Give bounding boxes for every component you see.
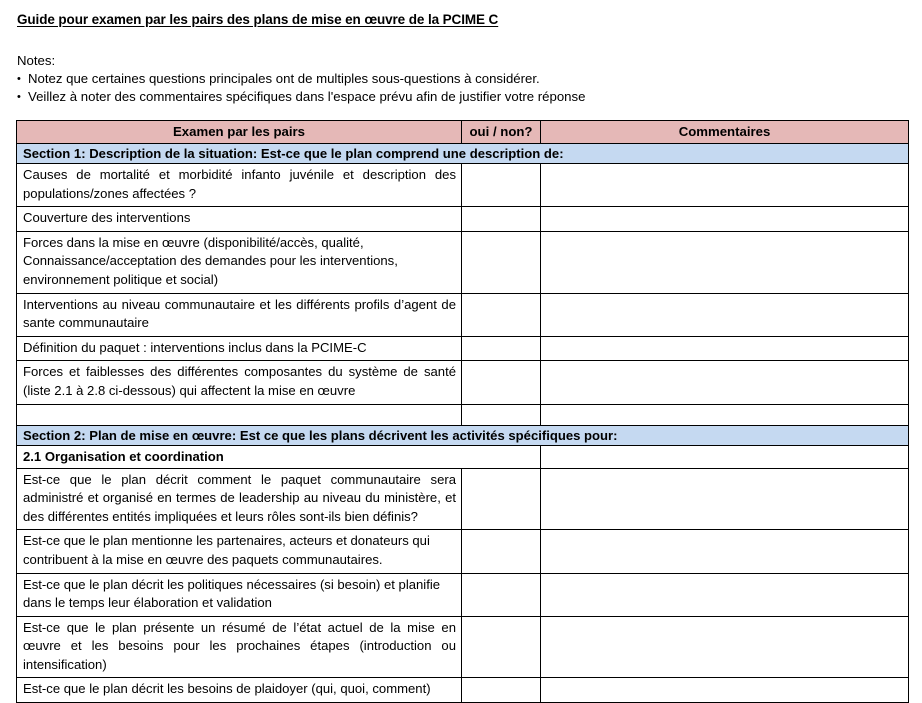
table-row <box>17 336 909 361</box>
table-row <box>17 468 909 530</box>
note-item <box>17 70 585 88</box>
column-header-question: Examen par les pairs <box>17 121 462 144</box>
bullet-icon: • <box>17 91 21 103</box>
question-text: Est-ce que le plan présente un résumé de l’état actuel de la mise en œuvre et les besoins pour les prochaines étapes (introduction ou intensification) <box>23 619 456 672</box>
comments-value <box>541 405 908 410</box>
yesno-value <box>462 469 540 474</box>
comments-cell[interactable] <box>541 164 909 207</box>
table-row <box>17 678 909 703</box>
yesno-value <box>462 294 540 299</box>
table-row <box>17 530 909 573</box>
table-row <box>17 231 909 293</box>
comments-value <box>541 574 908 579</box>
question-text: Forces et faiblesses des différentes composantes du système de santé (liste 2.1 à 2.8 ci-dessous) qui affectent la mise en œuvre <box>23 364 456 398</box>
notes-block <box>17 52 585 106</box>
column-header-yesno: oui / non? <box>462 121 541 144</box>
question-cell <box>17 573 462 616</box>
yesno-value <box>462 678 540 683</box>
table-row <box>17 207 909 232</box>
question-text: Est-ce que le plan décrit les besoins de plaidoyer (qui, quoi, comment) <box>23 681 431 697</box>
yesno-value <box>462 405 540 410</box>
yesno-cell[interactable] <box>462 616 541 678</box>
note-item-text: Veillez à noter des commentaires spécifiques dans l'espace prévu afin de justifier votre réponse <box>28 89 586 104</box>
comments-value <box>541 232 908 237</box>
yesno-value <box>462 574 540 579</box>
question-cell <box>17 336 462 361</box>
yesno-cell[interactable] <box>462 231 541 293</box>
question-text: Définition du paquet : interventions inclus dans la PCIME-C <box>23 339 367 355</box>
question-text: Est-ce que le plan décrit les politiques nécessaires (si besoin) et planifie dans le temps leur élaboration et validation <box>23 576 441 611</box>
comments-value <box>541 530 908 535</box>
question-cell <box>17 207 462 232</box>
section-header-cell <box>17 425 909 445</box>
yesno-cell[interactable] <box>462 404 541 425</box>
section-header-cell <box>17 144 909 164</box>
section-header-label: Section 1: Description de la situation: Est-ce que le plan comprend une description de: <box>23 146 564 161</box>
question-cell <box>17 231 462 293</box>
yesno-value <box>462 337 540 342</box>
comments-value <box>541 207 908 212</box>
comments-cell[interactable] <box>541 678 909 703</box>
question-cell <box>17 404 462 425</box>
yesno-cell[interactable] <box>462 468 541 530</box>
yesno-cell[interactable] <box>462 164 541 207</box>
page-title: Guide pour examen par les pairs des plans de mise en œuvre de la PCIME C <box>17 12 499 27</box>
table-row <box>17 361 909 404</box>
question-cell <box>17 293 462 336</box>
yesno-value <box>462 207 540 212</box>
question-cell <box>17 530 462 573</box>
subsection-label: 2.1 Organisation et coordination <box>23 448 224 464</box>
yesno-cell[interactable] <box>462 207 541 232</box>
yesno-value <box>462 361 540 366</box>
table-row-blank <box>17 404 909 425</box>
question-cell <box>17 361 462 404</box>
yesno-cell[interactable] <box>462 678 541 703</box>
comments-cell[interactable] <box>541 530 909 573</box>
section-header-label: Section 2: Plan de mise en œuvre: Est ce que les plans décrivent les activités spécifiques pour: <box>23 427 618 443</box>
note-item-text: Notez que certaines questions principales ont de multiples sous-questions à considérer. <box>28 71 540 86</box>
comments-cell[interactable] <box>541 616 909 678</box>
subsection-header-row <box>17 445 909 468</box>
question-cell <box>17 616 462 678</box>
comments-value <box>541 361 908 366</box>
table-row <box>17 573 909 616</box>
subsection-label-cell <box>17 445 541 468</box>
table-row <box>17 293 909 336</box>
bullet-icon: • <box>17 73 21 85</box>
table-header-row <box>17 121 909 144</box>
comments-cell[interactable] <box>541 231 909 293</box>
column-header-comments: Commentaires <box>541 121 909 144</box>
yesno-value <box>462 617 540 622</box>
comments-value <box>541 678 908 683</box>
comments-value <box>541 294 908 299</box>
question-text: Couverture des interventions <box>23 210 191 226</box>
question-text: Forces dans la mise en œuvre (disponibilité/accès, qualité, Connaissance/acceptation des demandes pour les interventions, environnement politique et social) <box>23 234 398 287</box>
peer-review-table <box>16 120 909 703</box>
table-body <box>17 144 909 703</box>
yesno-cell[interactable] <box>462 336 541 361</box>
comments-cell[interactable] <box>541 404 909 425</box>
section-header-row <box>17 144 909 164</box>
question-text: Interventions au niveau communautaire et les différents profils d’agent de sante communautaire <box>23 296 456 331</box>
question-text <box>17 405 461 410</box>
comments-cell[interactable] <box>541 468 909 530</box>
question-cell <box>17 468 462 530</box>
note-item <box>17 88 585 106</box>
comments-value <box>541 164 908 169</box>
question-text: Causes de mortalité et morbidité infanto juvénile et description des populations/zones affectées ? <box>23 167 456 201</box>
notes-label: Notes: <box>17 53 56 68</box>
yesno-cell[interactable] <box>462 573 541 616</box>
table-row <box>17 164 909 207</box>
comments-value <box>541 469 908 474</box>
comments-value <box>541 617 908 622</box>
yesno-cell[interactable] <box>462 530 541 573</box>
comments-cell[interactable] <box>541 207 909 232</box>
yesno-value <box>462 164 540 169</box>
question-text: Est-ce que le plan mentionne les partenaires, acteurs et donateurs qui contribuent à la mise en œuvre des paquets communautaires. <box>23 533 430 567</box>
yesno-cell[interactable] <box>462 361 541 404</box>
comments-value <box>541 446 908 449</box>
yesno-value <box>462 530 540 535</box>
table-row <box>17 616 909 678</box>
comments-cell[interactable] <box>541 361 909 404</box>
question-cell <box>17 164 462 207</box>
comments-cell[interactable] <box>541 573 909 616</box>
question-text: Est-ce que le plan décrit comment le paquet communautaire sera administré et organisé en termes de leadership au niveau du ministère, et des différentes entités impliquées et leurs rôles sont-ils bien définis? <box>23 471 456 524</box>
comments-cell[interactable] <box>541 445 909 468</box>
comments-value <box>541 337 908 342</box>
yesno-value <box>462 232 540 237</box>
comments-cell[interactable] <box>541 336 909 361</box>
section-header-row <box>17 425 909 445</box>
question-cell <box>17 678 462 703</box>
yesno-cell[interactable] <box>462 293 541 336</box>
comments-cell[interactable] <box>541 293 909 336</box>
